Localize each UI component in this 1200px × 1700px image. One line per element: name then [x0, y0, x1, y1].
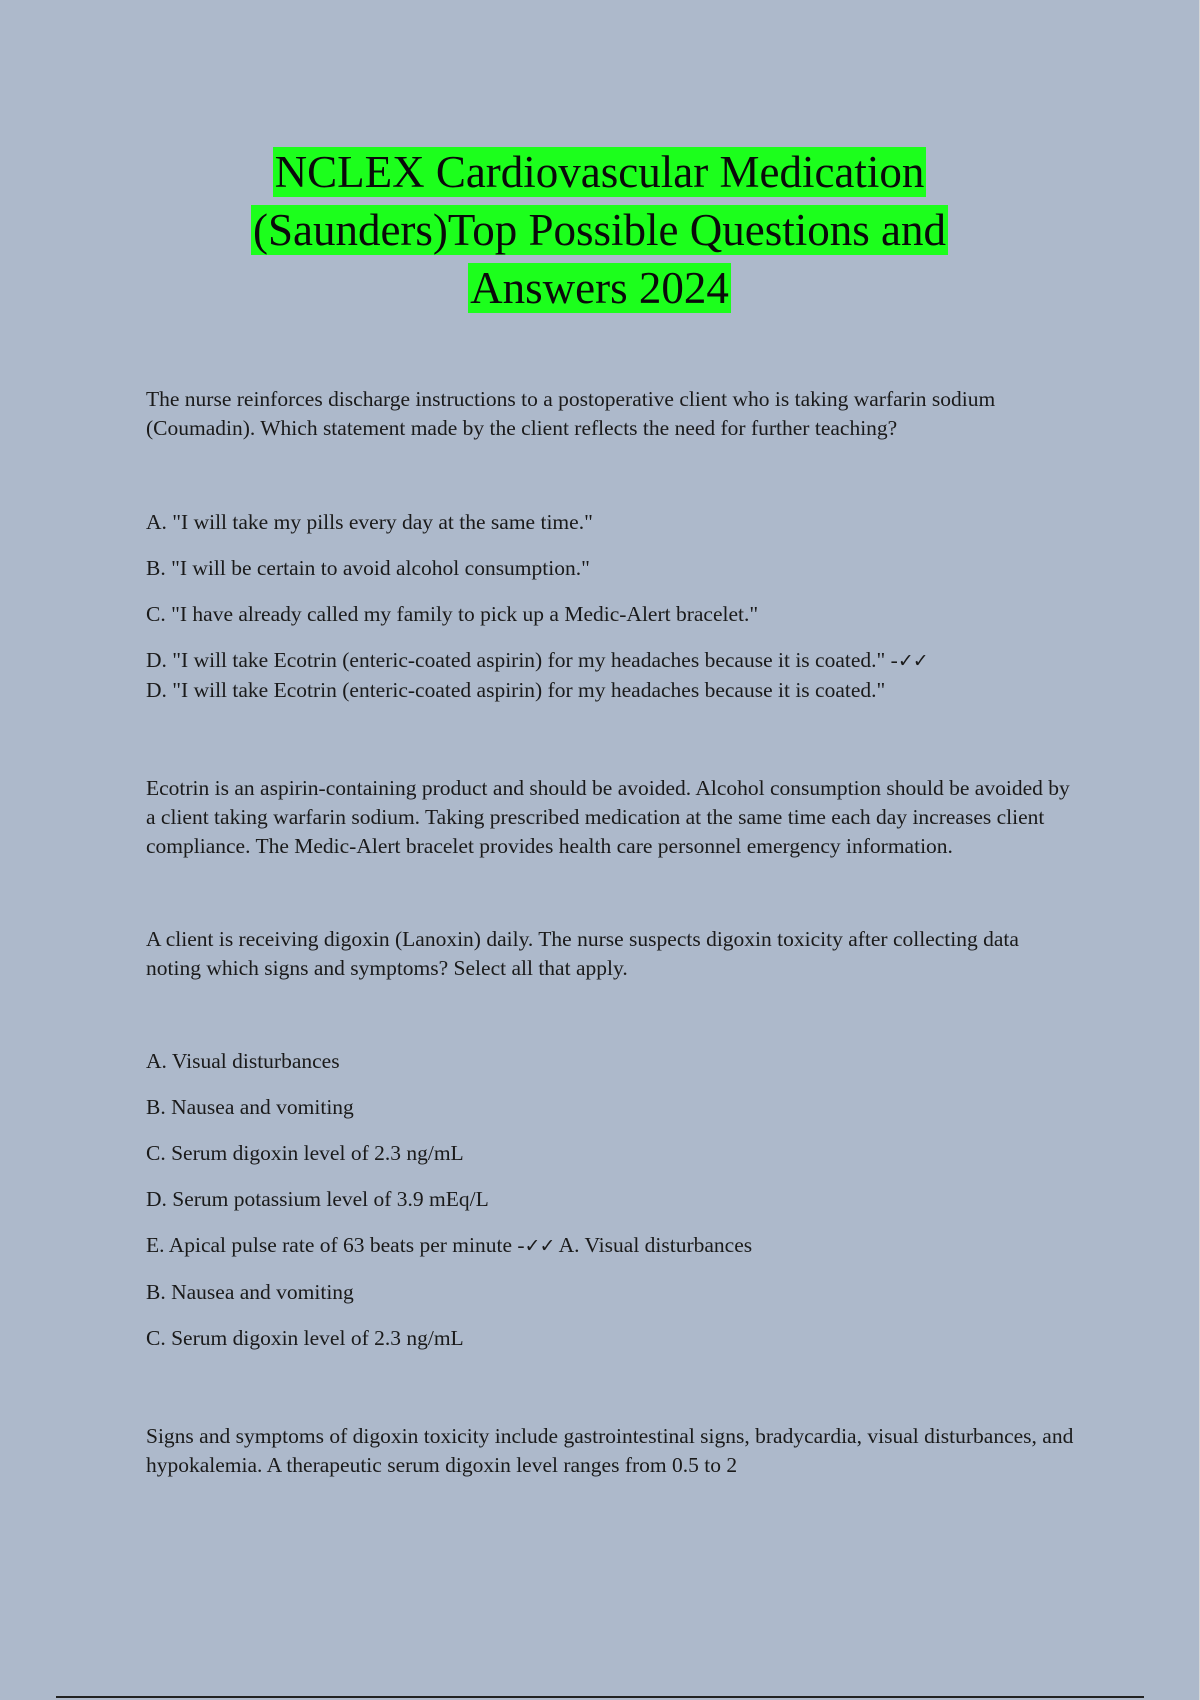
question-1-option-b: B. "I will be certain to avoid alcohol consumption." [146, 556, 590, 580]
question-1-option-d [146, 646, 1076, 676]
question-2-answer-c: C. Serum digoxin level of 2.3 ng/mL [146, 1326, 464, 1350]
question-2-answer-b: B. Nausea and vomiting [146, 1280, 354, 1304]
question-2-option-a: A. Visual disturbances [146, 1049, 340, 1073]
page-footer-rule [56, 1696, 1144, 1698]
document-body [146, 385, 1076, 1480]
question-2-option-e-text: E. Apical pulse rate of 63 beats per minute - [146, 1233, 525, 1257]
question-2-option-c: C. Serum digoxin level of 2.3 ng/mL [146, 1141, 464, 1165]
document-title [0, 143, 1199, 317]
question-1-option-c: C. "I have already called my family to pick up a Medic-Alert bracelet." [146, 602, 759, 626]
double-check-icon: ✓✓ [524, 1235, 555, 1257]
question-1-option-a: A. "I will take my pills every day at the same time." [146, 510, 593, 534]
question-2-option-d: D. Serum potassium level of 3.9 mEq/L [146, 1187, 489, 1211]
question-2-option-b: B. Nausea and vomiting [146, 1095, 354, 1119]
double-check-icon: ✓✓ [897, 650, 928, 672]
question-2-option-e [146, 1231, 1076, 1261]
title-line-3: Answers 2024 [470, 263, 729, 313]
question-2-text: A client is receiving digoxin (Lanoxin) daily. The nurse suspects digoxin toxicity after collecting data noting which signs and symptoms? Select all that apply. [146, 927, 1019, 980]
title-line-1: NCLEX Cardiovascular Medication [274, 147, 925, 197]
question-1-answer: D. "I will take Ecotrin (enteric-coated aspirin) for my headaches because it is coated." [146, 678, 886, 702]
question-1-option-d-text: D. "I will take Ecotrin (enteric-coated aspirin) for my headaches because it is coated." - [146, 648, 898, 672]
title-line-2: (Saunders)Top Possible Questions and [252, 205, 947, 255]
question-1-rationale: Ecotrin is an aspirin-containing product and should be avoided. Alcohol consumption should be avoided by a client taking warfarin sodium. Taking prescribed medication at the same time each day increases client compliance. The Medic-Alert bracelet provides health care personnel emergency information. [146, 776, 1070, 858]
question-2-rationale: Signs and symptoms of digoxin toxicity include gastrointestinal signs, bradycardia, visual disturbances, and hypokalemia. A therapeutic serum digoxin level ranges from 0.5 to 2 [146, 1424, 1074, 1477]
question-2-answer-a: A. Visual disturbances [554, 1233, 753, 1257]
question-1-text: The nurse reinforces discharge instructions to a postoperative client who is taking warfarin sodium (Coumadin). Which statement made by the client reflects the need for further teaching? [146, 387, 996, 440]
